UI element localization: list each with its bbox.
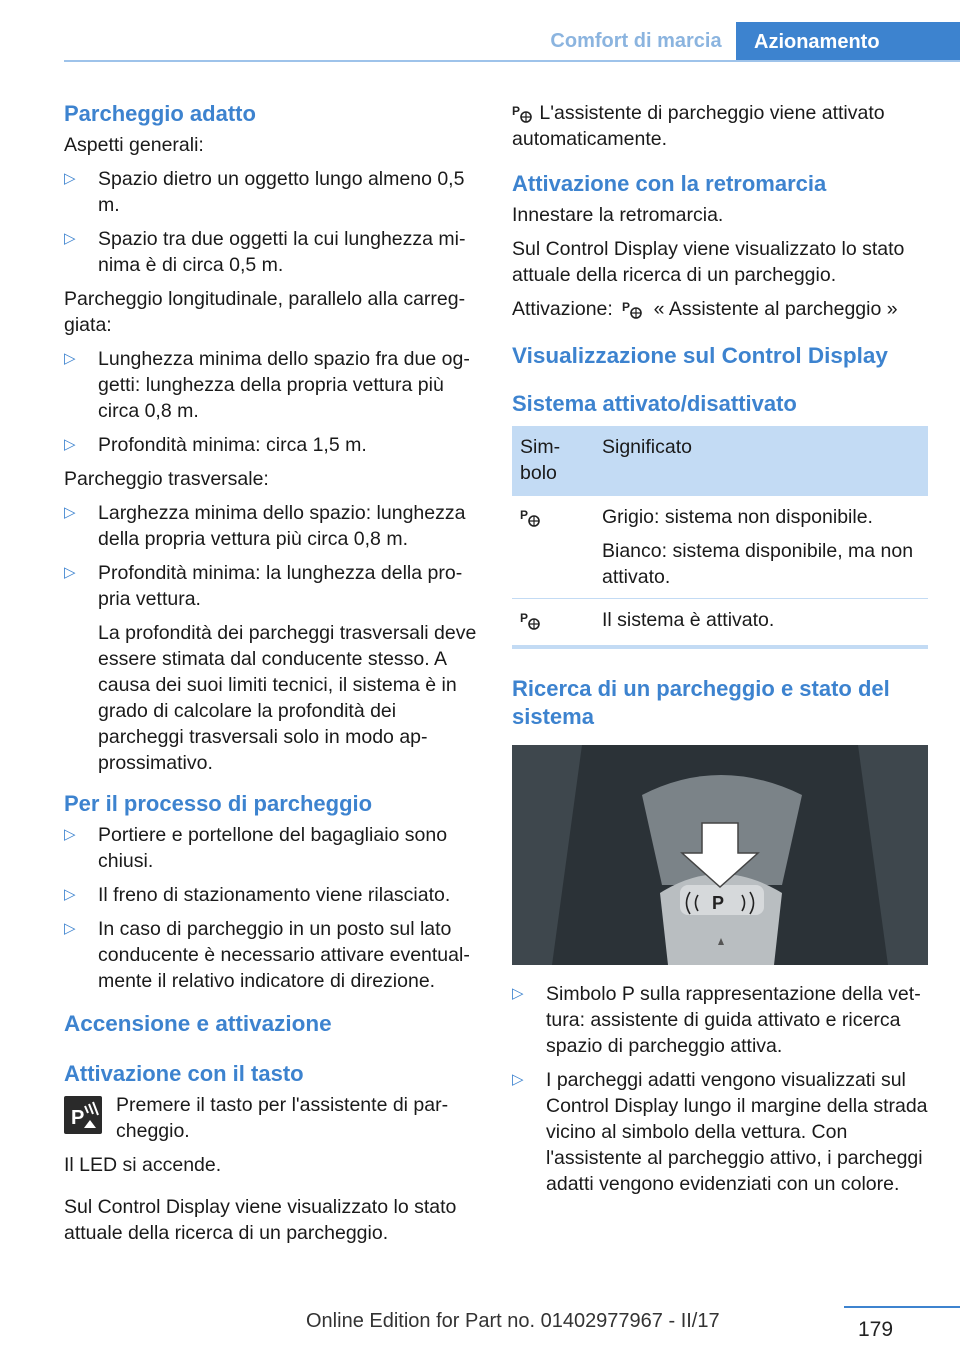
- triangle-bullet-icon: ▷: [64, 436, 76, 453]
- svg-text:P: P: [71, 1107, 85, 1129]
- triangle-bullet-icon: ▷: [64, 886, 76, 903]
- list-item: ▷ Lunghezza minima dello spazio fra due oggetti: lunghezza della propria vettura più circa 0,8 m.: [64, 348, 470, 422]
- triangle-bullet-icon: ▷: [512, 985, 524, 1002]
- svg-text:P: P: [520, 507, 529, 522]
- list-ricerca: [512, 981, 928, 1197]
- list-item: ▷ Profondità minima: circa 1,5 m.: [64, 434, 367, 456]
- aspetti-text: Aspetti generali:: [64, 134, 204, 156]
- control-display-image: [512, 745, 928, 965]
- left-column: [64, 100, 480, 1254]
- footer-rule: [844, 1306, 960, 1308]
- trasversale-note: La profondità dei parcheggi trasversali deve essere stimata dal conducente stesso. A causa dei suoi limiti tecnici, il sistema è in grado di calcolare la profondità dei parcheggi trasversali solo in modo approssimativo.: [98, 622, 477, 774]
- list-item: ▷ Spazio dietro un oggetto lungo almeno 0,5 m.: [64, 168, 465, 216]
- page-header: [0, 0, 960, 62]
- triangle-bullet-icon: ▷: [64, 504, 76, 521]
- list-item: ▷ Il freno di stazionamento viene rilasciato.: [64, 884, 451, 906]
- heading-tasto: Attivazione con il tasto: [64, 1061, 304, 1086]
- heading-parcheggio-adatto: Parcheggio adatto: [64, 101, 256, 126]
- table-cell: Il sistema è attivato.: [594, 599, 928, 648]
- triangle-bullet-icon: ▷: [64, 230, 76, 247]
- section-tab: Comfort di marcia: [550, 30, 722, 52]
- list-general: [64, 166, 480, 278]
- list-item: ▷ Portiere e portellone del bagagliaio sono chiusi.: [64, 824, 448, 872]
- list-item: ▷ Simbolo P sulla rappresentazione della vettura: assistente di guida attivato e ricerca spazio di parcheggio attiva.: [512, 983, 921, 1057]
- page-number: 179: [858, 1318, 894, 1341]
- parking-assistant-icon: [622, 299, 644, 321]
- symbol-table: [512, 426, 928, 649]
- table-row: [512, 599, 928, 648]
- list-item: ▷ Larghezza minima dello spazio: lunghezza della propria vettura più circa 0,8 m.: [64, 502, 466, 550]
- heading-processo: Per il processo di parcheggio: [64, 791, 373, 816]
- table-header-symbol: Simbolo: [512, 426, 594, 496]
- longitudinale-text: Parcheggio longitudinale, parallelo alla carreggiata:: [64, 288, 466, 336]
- parking-assistant-icon: [512, 103, 534, 125]
- triangle-bullet-icon: ▷: [512, 1071, 524, 1088]
- list-trasversale: [64, 500, 480, 776]
- parking-assistant-icon: [520, 610, 542, 632]
- tasto-block: P Premere il tasto per l'assistente di parcheggio.: [64, 1092, 480, 1144]
- trasversale-text: Parcheggio trasversale:: [64, 468, 269, 490]
- svg-text:P: P: [622, 299, 631, 314]
- list-item: ▷ In caso di parcheggio in un posto sul lato conducente è necessario attivare eventualmente il relativo indicatore di direzione.: [64, 918, 470, 992]
- triangle-bullet-icon: ▷: [64, 920, 76, 937]
- right-display-text: Sul Control Display viene visualizzato lo stato attuale della ricerca di un parcheggio.: [512, 238, 905, 286]
- heading-sistema: Sistema attivato/disattivato: [512, 391, 797, 416]
- innestare-text: Innestare la retromarcia.: [512, 204, 724, 226]
- heading-accensione: Accensione e attivazione: [64, 1011, 332, 1036]
- triangle-bullet-icon: ▷: [64, 170, 76, 187]
- chapter-tab: Azionamento: [736, 22, 960, 62]
- table-cell: Grigio: sistema non disponibile.: [602, 506, 873, 528]
- heading-visualizzazione: Visualizzazione sul Control Display: [512, 343, 888, 368]
- svg-text:P: P: [512, 103, 521, 118]
- p-symbol-label: P: [712, 893, 725, 913]
- parking-assistant-icon: [520, 507, 542, 529]
- heading-retromarcia: Attivazione con la retromarcia: [512, 171, 827, 196]
- edition-text: Online Edition for Part no. 01402977967 - II/17: [306, 1310, 720, 1332]
- left-display-text: Sul Control Display viene visualizzato lo stato attuale della ricerca di un parcheggio.: [64, 1196, 457, 1244]
- list-processo: [64, 822, 480, 994]
- list-item: ▷ I parcheggi adatti vengono visualizzati sul Control Display lungo il margine della strada vicino al simbolo della vettura. Con l'assistente al parcheggio attivo, i parcheggi adatti vengono evidenziati con un colore.: [512, 1069, 928, 1195]
- triangle-bullet-icon: ▷: [64, 350, 76, 367]
- auto-activation-text: P L'assistente di parcheggio viene attivato automaticamente.: [512, 102, 885, 150]
- menu-path: « Assistente al parcheggio »: [653, 298, 898, 320]
- triangle-bullet-icon: ▷: [64, 826, 76, 843]
- list-item: ▷ Spazio tra due oggetti la cui lunghezza minima è di circa 0,5 m.: [64, 228, 466, 276]
- led-text: Il LED si accende.: [64, 1154, 222, 1176]
- svg-text:P: P: [520, 610, 529, 625]
- list-longitudinale: [64, 346, 480, 458]
- header-rule: [64, 60, 960, 62]
- table-row: [512, 496, 928, 599]
- table-header-row: [512, 426, 928, 496]
- right-column: [512, 100, 928, 1205]
- table-header-meaning: Significato: [594, 426, 928, 496]
- attivazione-line: Attivazione: P « Assistente al parcheggio »: [512, 298, 898, 320]
- table-cell: Bianco: sistema disponibile, ma non attivato.: [602, 540, 914, 588]
- parking-button-icon: [64, 1096, 102, 1134]
- heading-ricerca: Ricerca di un parcheggio e stato del sistema: [512, 676, 890, 729]
- triangle-bullet-icon: ▷: [64, 564, 76, 581]
- list-item: ▷ Profondità minima: la lunghezza della propria vettura. La profondità dei parcheggi trasversali deve essere stimata dal conducente stesso. A causa dei suoi limiti tecnici, il sistema è in grado di calcolare la profondità dei parcheggi trasversali solo in modo approssimativo.: [64, 560, 480, 776]
